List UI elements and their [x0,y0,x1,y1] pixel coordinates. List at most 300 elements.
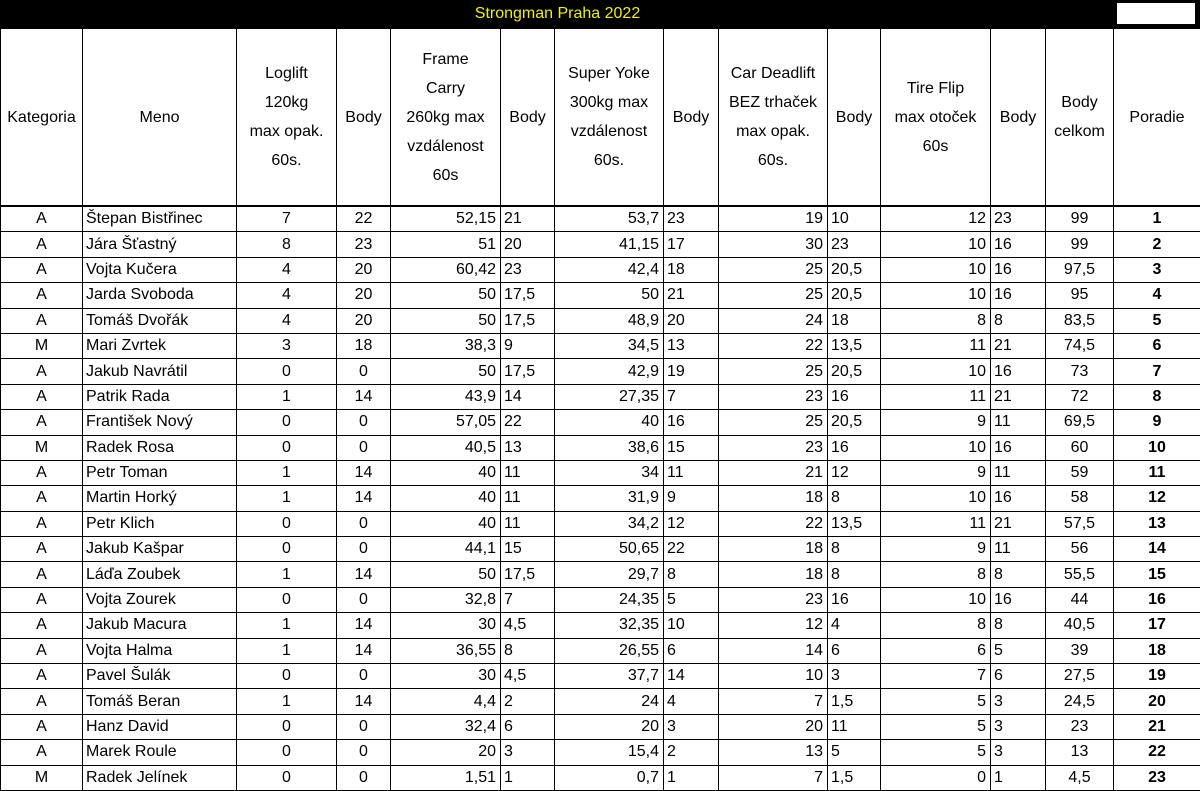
frame-carry-value-cell: 20 [391,740,501,765]
car-deadlift-body-cell: 3 [828,664,881,689]
poradie-cell: 16 [1114,587,1200,612]
header-meno: Meno [83,29,237,207]
tire-flip-value-cell: 5 [881,689,991,714]
meno-cell: Tomáš Dvořák [83,308,237,333]
frame-carry-body-cell: 14 [501,384,555,409]
loglift-body-cell: 0 [337,765,391,790]
super-yoke-value-cell: 53,7 [555,206,664,232]
frame-carry-body-cell: 8 [501,638,555,663]
frame-carry-value-cell: 40 [391,460,501,485]
loglift-body-cell: 0 [337,537,391,562]
car-deadlift-value-cell: 12 [719,613,828,638]
loglift-body-cell: 0 [337,359,391,384]
header-loglift-body: Body [337,29,391,207]
tire-flip-value-cell: 9 [881,410,991,435]
kategoria-cell: A [1,384,83,409]
table-row [1,638,1200,663]
tire-flip-body-cell: 21 [991,511,1046,536]
meno-cell: Jarda Svoboda [83,283,237,308]
kategoria-cell: M [1,765,83,790]
results-body [1,206,1200,790]
tire-flip-value-cell: 5 [881,740,991,765]
tire-flip-value-cell: 10 [881,486,991,511]
loglift-body-cell: 0 [337,410,391,435]
tire-flip-body-cell: 21 [991,333,1046,358]
meno-cell: František Nový [83,410,237,435]
table-row [1,384,1200,409]
super-yoke-value-cell: 37,7 [555,664,664,689]
meno-cell: Jakub Kašpar [83,537,237,562]
loglift-value-cell: 1 [237,638,337,663]
tire-flip-body-cell: 8 [991,562,1046,587]
meno-cell: Pavel Šulák [83,664,237,689]
tire-flip-body-cell: 16 [991,435,1046,460]
car-deadlift-body-cell: 1,5 [828,689,881,714]
header-super-yoke-body: Body [664,29,719,207]
frame-carry-value-cell: 60,42 [391,257,501,282]
title-bar [0,0,1200,28]
car-deadlift-value-cell: 25 [719,283,828,308]
car-deadlift-body-cell: 20,5 [828,283,881,308]
meno-cell: Jakub Navrátil [83,359,237,384]
car-deadlift-value-cell: 22 [719,333,828,358]
meno-cell: Petr Toman [83,460,237,485]
loglift-body-cell: 14 [337,562,391,587]
tire-flip-value-cell: 8 [881,613,991,638]
super-yoke-value-cell: 38,6 [555,435,664,460]
tire-flip-body-cell: 5 [991,638,1046,663]
car-deadlift-value-cell: 23 [719,587,828,612]
loglift-value-cell: 4 [237,283,337,308]
frame-carry-value-cell: 40,5 [391,435,501,460]
tire-flip-value-cell: 10 [881,359,991,384]
car-deadlift-value-cell: 20 [719,714,828,739]
kategoria-cell: A [1,283,83,308]
tire-flip-value-cell: 5 [881,714,991,739]
poradie-cell: 5 [1114,308,1200,333]
tire-flip-value-cell: 10 [881,435,991,460]
kategoria-cell: M [1,435,83,460]
super-yoke-value-cell: 41,15 [555,232,664,257]
loglift-body-cell: 0 [337,587,391,612]
super-yoke-body-cell: 8 [664,562,719,587]
table-row [1,587,1200,612]
car-deadlift-value-cell: 25 [719,257,828,282]
poradie-cell: 10 [1114,435,1200,460]
super-yoke-body-cell: 14 [664,664,719,689]
header-poradie: Poradie [1114,29,1200,207]
frame-carry-body-cell: 4,5 [501,664,555,689]
body-celkom-cell: 4,5 [1046,765,1114,790]
tire-flip-value-cell: 11 [881,384,991,409]
poradie-cell: 4 [1114,283,1200,308]
tire-flip-body-cell: 3 [991,689,1046,714]
frame-carry-value-cell: 30 [391,613,501,638]
car-deadlift-value-cell: 25 [719,410,828,435]
loglift-body-cell: 0 [337,664,391,689]
super-yoke-value-cell: 42,9 [555,359,664,384]
body-celkom-cell: 27,5 [1046,664,1114,689]
meno-cell: Mari Zvrtek [83,333,237,358]
header-loglift: Loglift 120kg max opak. 60s. [237,29,337,207]
loglift-body-cell: 14 [337,384,391,409]
loglift-body-cell: 0 [337,714,391,739]
frame-carry-body-cell: 9 [501,333,555,358]
header-car-deadlift-body: Body [828,29,881,207]
frame-carry-body-cell: 1 [501,765,555,790]
table-row [1,486,1200,511]
table-row [1,765,1200,790]
frame-carry-body-cell: 20 [501,232,555,257]
loglift-body-cell: 14 [337,638,391,663]
body-celkom-cell: 58 [1046,486,1114,511]
body-celkom-cell: 72 [1046,384,1114,409]
super-yoke-value-cell: 50,65 [555,537,664,562]
table-row [1,333,1200,358]
body-celkom-cell: 57,5 [1046,511,1114,536]
loglift-value-cell: 0 [237,435,337,460]
loglift-value-cell: 0 [237,587,337,612]
car-deadlift-body-cell: 8 [828,537,881,562]
meno-cell: Láďa Zoubek [83,562,237,587]
loglift-value-cell: 1 [237,613,337,638]
loglift-value-cell: 1 [237,562,337,587]
tire-flip-body-cell: 21 [991,384,1046,409]
loglift-body-cell: 14 [337,460,391,485]
super-yoke-value-cell: 29,7 [555,562,664,587]
frame-carry-value-cell: 30 [391,664,501,689]
car-deadlift-body-cell: 4 [828,613,881,638]
tire-flip-body-cell: 8 [991,613,1046,638]
meno-cell: Tomáš Beran [83,689,237,714]
super-yoke-body-cell: 10 [664,613,719,638]
body-celkom-cell: 95 [1046,283,1114,308]
poradie-cell: 15 [1114,562,1200,587]
super-yoke-body-cell: 4 [664,689,719,714]
loglift-body-cell: 18 [337,333,391,358]
super-yoke-body-cell: 2 [664,740,719,765]
super-yoke-body-cell: 15 [664,435,719,460]
car-deadlift-body-cell: 23 [828,232,881,257]
super-yoke-body-cell: 21 [664,283,719,308]
tire-flip-value-cell: 12 [881,206,991,232]
table-row [1,511,1200,536]
car-deadlift-body-cell: 16 [828,435,881,460]
poradie-cell: 1 [1114,206,1200,232]
table-row [1,714,1200,739]
poradie-cell: 7 [1114,359,1200,384]
kategoria-cell: A [1,664,83,689]
super-yoke-value-cell: 24,35 [555,587,664,612]
car-deadlift-body-cell: 8 [828,562,881,587]
loglift-body-cell: 20 [337,257,391,282]
frame-carry-body-cell: 11 [501,486,555,511]
tire-flip-body-cell: 6 [991,664,1046,689]
meno-cell: Patrik Rada [83,384,237,409]
tire-flip-value-cell: 9 [881,537,991,562]
frame-carry-body-cell: 17,5 [501,359,555,384]
kategoria-cell: A [1,537,83,562]
loglift-body-cell: 14 [337,486,391,511]
car-deadlift-value-cell: 19 [719,206,828,232]
car-deadlift-value-cell: 10 [719,664,828,689]
super-yoke-value-cell: 34 [555,460,664,485]
table-row [1,664,1200,689]
super-yoke-value-cell: 20 [555,714,664,739]
tire-flip-value-cell: 11 [881,511,991,536]
loglift-value-cell: 0 [237,359,337,384]
frame-carry-value-cell: 57,05 [391,410,501,435]
frame-carry-body-cell: 3 [501,740,555,765]
loglift-value-cell: 0 [237,410,337,435]
kategoria-cell: A [1,486,83,511]
loglift-value-cell: 3 [237,333,337,358]
car-deadlift-value-cell: 22 [719,511,828,536]
super-yoke-body-cell: 5 [664,587,719,612]
frame-carry-value-cell: 50 [391,359,501,384]
frame-carry-body-cell: 21 [501,206,555,232]
super-yoke-body-cell: 7 [664,384,719,409]
meno-cell: Vojta Kučera [83,257,237,282]
tire-flip-body-cell: 16 [991,257,1046,282]
frame-carry-value-cell: 4,4 [391,689,501,714]
loglift-body-cell: 0 [337,511,391,536]
loglift-value-cell: 0 [237,511,337,536]
header-frame-carry-body: Body [501,29,555,207]
body-celkom-cell: 13 [1046,740,1114,765]
tire-flip-body-cell: 11 [991,460,1046,485]
tire-flip-body-cell: 8 [991,308,1046,333]
loglift-value-cell: 0 [237,740,337,765]
super-yoke-body-cell: 16 [664,410,719,435]
loglift-value-cell: 8 [237,232,337,257]
header-frame-carry: Frame Carry 260kg max vzdálenost 60s [391,29,501,207]
super-yoke-body-cell: 19 [664,359,719,384]
kategoria-cell: A [1,714,83,739]
tire-flip-body-cell: 16 [991,283,1046,308]
body-celkom-cell: 69,5 [1046,410,1114,435]
poradie-cell: 6 [1114,333,1200,358]
car-deadlift-body-cell: 20,5 [828,257,881,282]
tire-flip-value-cell: 8 [881,562,991,587]
body-celkom-cell: 44 [1046,587,1114,612]
body-celkom-cell: 99 [1046,206,1114,232]
frame-carry-value-cell: 36,55 [391,638,501,663]
frame-carry-value-cell: 38,3 [391,333,501,358]
super-yoke-body-cell: 20 [664,308,719,333]
loglift-value-cell: 1 [237,460,337,485]
body-celkom-cell: 23 [1046,714,1114,739]
loglift-value-cell: 1 [237,486,337,511]
body-celkom-cell: 74,5 [1046,333,1114,358]
header-body-celkom: Body celkom [1046,29,1114,207]
tire-flip-body-cell: 16 [991,359,1046,384]
tire-flip-value-cell: 9 [881,460,991,485]
car-deadlift-body-cell: 12 [828,460,881,485]
tire-flip-body-cell: 3 [991,740,1046,765]
super-yoke-value-cell: 50 [555,283,664,308]
car-deadlift-body-cell: 5 [828,740,881,765]
frame-carry-value-cell: 44,1 [391,537,501,562]
header-car-deadlift: Car Deadlift BEZ trhaček max opak. 60s. [719,29,828,207]
tire-flip-value-cell: 11 [881,333,991,358]
header-tire-flip-body: Body [991,29,1046,207]
super-yoke-value-cell: 48,9 [555,308,664,333]
super-yoke-body-cell: 11 [664,460,719,485]
tire-flip-body-cell: 11 [991,537,1046,562]
car-deadlift-value-cell: 24 [719,308,828,333]
kategoria-cell: A [1,613,83,638]
tire-flip-body-cell: 1 [991,765,1046,790]
super-yoke-body-cell: 3 [664,714,719,739]
frame-carry-value-cell: 40 [391,511,501,536]
car-deadlift-value-cell: 18 [719,537,828,562]
super-yoke-body-cell: 18 [664,257,719,282]
car-deadlift-body-cell: 16 [828,384,881,409]
body-celkom-cell: 59 [1046,460,1114,485]
header-super-yoke: Super Yoke 300kg max vzdálenost 60s. [555,29,664,207]
loglift-body-cell: 23 [337,232,391,257]
frame-carry-value-cell: 40 [391,486,501,511]
super-yoke-body-cell: 22 [664,537,719,562]
frame-carry-body-cell: 17,5 [501,308,555,333]
super-yoke-body-cell: 1 [664,765,719,790]
table-row [1,562,1200,587]
super-yoke-value-cell: 26,55 [555,638,664,663]
tire-flip-value-cell: 10 [881,232,991,257]
frame-carry-value-cell: 50 [391,562,501,587]
car-deadlift-value-cell: 18 [719,486,828,511]
poradie-cell: 20 [1114,689,1200,714]
super-yoke-body-cell: 17 [664,232,719,257]
header-tire-flip: Tire Flip max otoček 60s [881,29,991,207]
title-blank-cell [1117,3,1195,24]
loglift-body-cell: 0 [337,435,391,460]
frame-carry-value-cell: 43,9 [391,384,501,409]
super-yoke-body-cell: 12 [664,511,719,536]
tire-flip-body-cell: 11 [991,410,1046,435]
table-row [1,689,1200,714]
car-deadlift-value-cell: 13 [719,740,828,765]
table-row [1,257,1200,282]
frame-carry-body-cell: 23 [501,257,555,282]
super-yoke-body-cell: 6 [664,638,719,663]
meno-cell: Jakub Macura [83,613,237,638]
tire-flip-value-cell: 10 [881,587,991,612]
meno-cell: Hanz David [83,714,237,739]
body-celkom-cell: 56 [1046,537,1114,562]
frame-carry-value-cell: 32,8 [391,587,501,612]
poradie-cell: 3 [1114,257,1200,282]
poradie-cell: 17 [1114,613,1200,638]
table-row [1,435,1200,460]
table-row [1,206,1200,232]
frame-carry-value-cell: 1,51 [391,765,501,790]
car-deadlift-value-cell: 14 [719,638,828,663]
kategoria-cell: A [1,232,83,257]
frame-carry-body-cell: 22 [501,410,555,435]
car-deadlift-body-cell: 8 [828,486,881,511]
loglift-value-cell: 0 [237,765,337,790]
kategoria-cell: A [1,562,83,587]
table-row [1,359,1200,384]
loglift-value-cell: 1 [237,384,337,409]
body-celkom-cell: 60 [1046,435,1114,460]
poradie-cell: 23 [1114,765,1200,790]
kategoria-cell: A [1,511,83,536]
frame-carry-value-cell: 50 [391,283,501,308]
tire-flip-body-cell: 3 [991,714,1046,739]
body-celkom-cell: 40,5 [1046,613,1114,638]
header-kategoria: Kategoria [1,29,83,207]
meno-cell: Štepan Bistřinec [83,206,237,232]
loglift-value-cell: 4 [237,257,337,282]
meno-cell: Radek Jelínek [83,765,237,790]
super-yoke-value-cell: 31,9 [555,486,664,511]
frame-carry-value-cell: 51 [391,232,501,257]
frame-carry-body-cell: 4,5 [501,613,555,638]
kategoria-cell: A [1,308,83,333]
kategoria-cell: A [1,587,83,612]
tire-flip-value-cell: 7 [881,664,991,689]
car-deadlift-body-cell: 1,5 [828,765,881,790]
super-yoke-value-cell: 40 [555,410,664,435]
frame-carry-body-cell: 17,5 [501,283,555,308]
frame-carry-body-cell: 2 [501,689,555,714]
super-yoke-value-cell: 27,35 [555,384,664,409]
car-deadlift-value-cell: 7 [719,765,828,790]
meno-cell: Vojta Zourek [83,587,237,612]
poradie-cell: 14 [1114,537,1200,562]
table-row [1,613,1200,638]
poradie-cell: 8 [1114,384,1200,409]
body-celkom-cell: 55,5 [1046,562,1114,587]
tire-flip-body-cell: 16 [991,587,1046,612]
car-deadlift-body-cell: 13,5 [828,333,881,358]
table-row [1,232,1200,257]
header-row [1,29,1200,207]
poradie-cell: 2 [1114,232,1200,257]
car-deadlift-value-cell: 21 [719,460,828,485]
super-yoke-body-cell: 9 [664,486,719,511]
car-deadlift-value-cell: 18 [719,562,828,587]
poradie-cell: 9 [1114,410,1200,435]
car-deadlift-body-cell: 6 [828,638,881,663]
results-table [0,28,1200,791]
car-deadlift-body-cell: 18 [828,308,881,333]
meno-cell: Radek Rosa [83,435,237,460]
kategoria-cell: A [1,460,83,485]
tire-flip-value-cell: 8 [881,308,991,333]
kategoria-cell: A [1,740,83,765]
tire-flip-value-cell: 0 [881,765,991,790]
frame-carry-value-cell: 52,15 [391,206,501,232]
loglift-value-cell: 1 [237,689,337,714]
meno-cell: Vojta Halma [83,638,237,663]
frame-carry-body-cell: 6 [501,714,555,739]
body-celkom-cell: 39 [1046,638,1114,663]
super-yoke-value-cell: 34,5 [555,333,664,358]
tire-flip-value-cell: 10 [881,257,991,282]
body-celkom-cell: 73 [1046,359,1114,384]
car-deadlift-body-cell: 13,5 [828,511,881,536]
tire-flip-body-cell: 16 [991,486,1046,511]
kategoria-cell: A [1,638,83,663]
poradie-cell: 19 [1114,664,1200,689]
kategoria-cell: A [1,257,83,282]
body-celkom-cell: 97,5 [1046,257,1114,282]
super-yoke-value-cell: 24 [555,689,664,714]
